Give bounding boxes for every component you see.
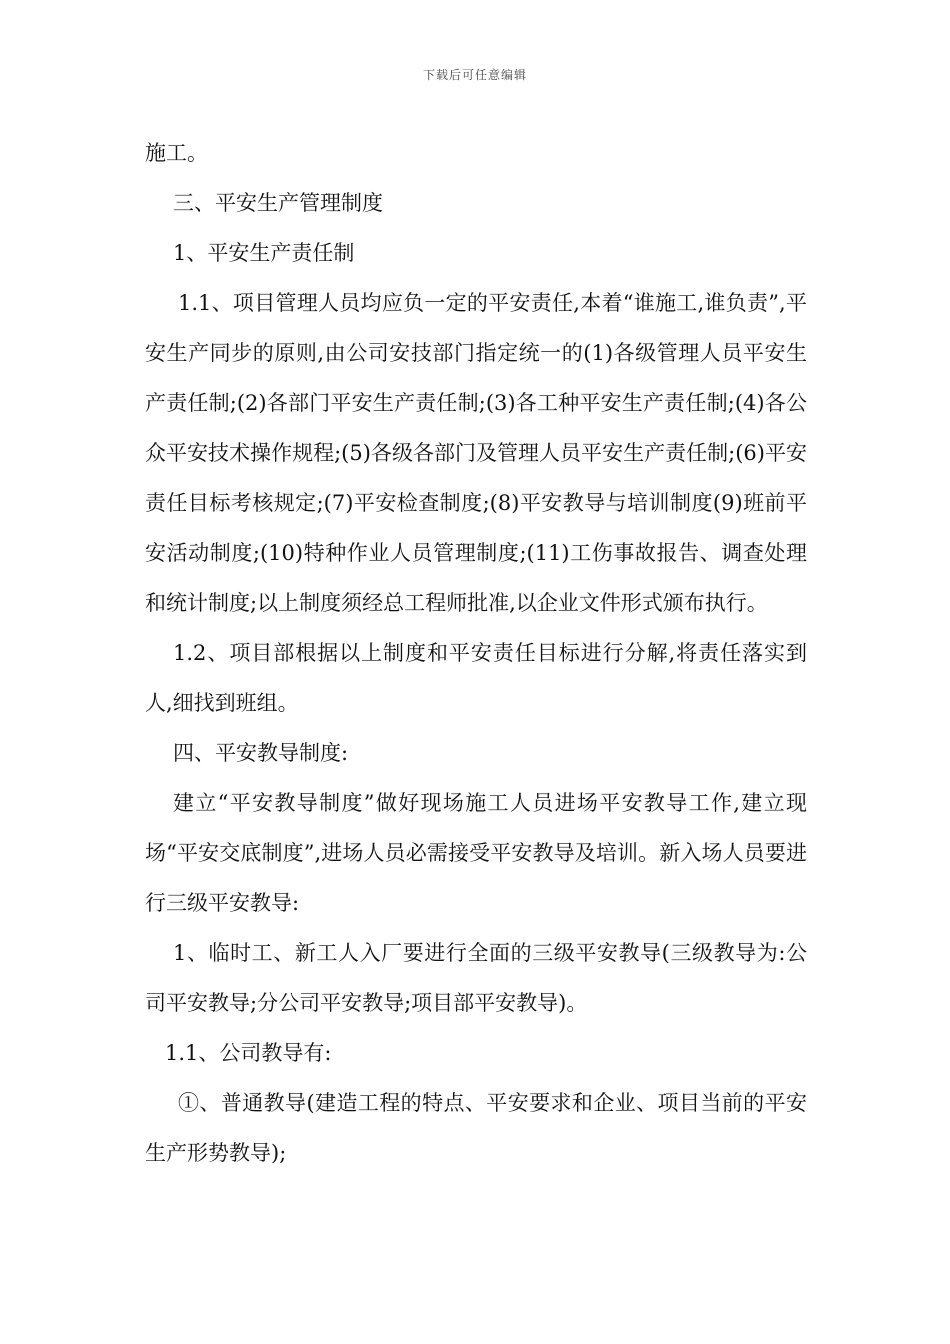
page-header: 下载后可任意编辑 <box>422 68 527 82</box>
document-body <box>145 128 807 1178</box>
section-heading-4: 四、平安教导制度: <box>173 741 349 765</box>
paragraph-general-education: ①、普通教导(建造工程的特点、平安要求和企业、项目当前的平安生产形势教导); <box>145 1091 807 1165</box>
paragraph-1-1: 1.1、项目管理人员均应负一定的平安责任,本着“谁施工,谁负责”,平安生产同步的原则,由公司安技部门指定统一的(1)各级管理人员平安生产责任制;(2)各部门平安生产责任制;(3)各工种平安生产责任制;(4)各公众平安技术操作规程;(5)各级各部门及管理人员平安生产责任制;(6)平安责任目标考核规定;(7)平安检查制度;(8)平安教导与培训制度(9)班前平安活动制度;(10)特种作业人员管理制度;(11)工伤事故报告、调查处理和统计制度;以上制度须经总工程师批准,以企业文件形式颁布执行。 <box>145 291 807 615</box>
paragraph-education-system: 建立“平安教导制度”做好现场施工人员进场平安教导工作,建立现场“平安交底制度”,进场人员必需接受平安教导及培训。新入场人员要进行三级平安教导: <box>145 791 807 915</box>
paragraph-1-2: 1.2、项目部根据以上制度和平安责任目标进行分解,将责任落实到人,细找到班组。 <box>145 641 807 715</box>
paragraph-three-level-education: 1、临时工、新工人入厂要进行全面的三级平安教导(三级教导为:公司平安教导;分公司平安教导;项目部平安教导)。 <box>145 941 807 1015</box>
subsection-heading-1-1: 1.1、公司教导有: <box>165 1041 332 1065</box>
subsection-heading-1: 1、平安生产责任制 <box>173 241 355 265</box>
section-heading-3: 三、平安生产管理制度 <box>173 191 383 215</box>
paragraph-continuation: 施工。 <box>145 141 208 165</box>
